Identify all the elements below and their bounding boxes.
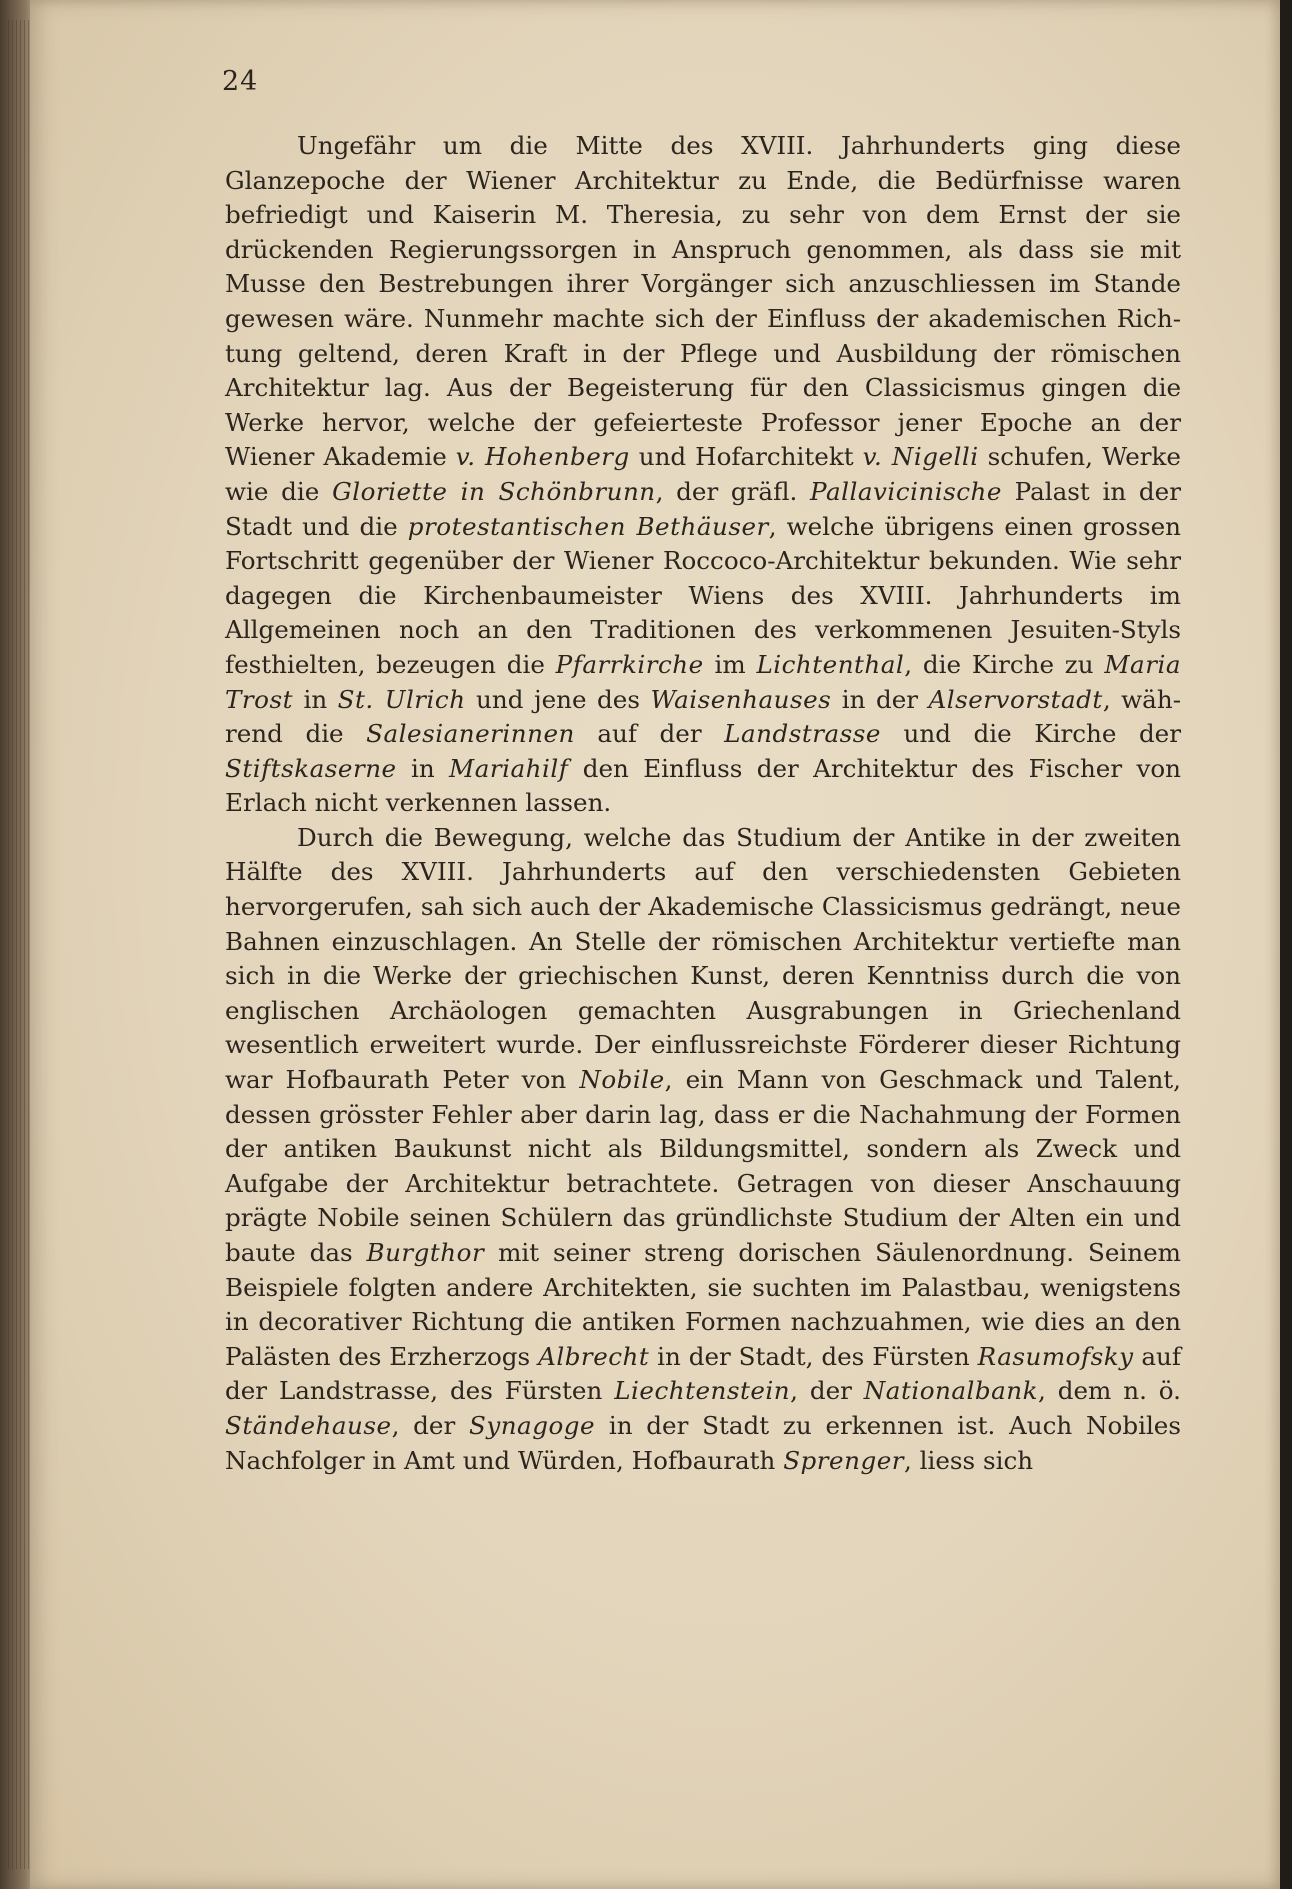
text-run: auf der Landstrasse, des Fürsten <box>225 1341 1181 1406</box>
text-run: in der Stadt, des Fürsten <box>649 1341 978 1371</box>
text-run: auf der <box>574 719 725 749</box>
text-run: Ungefähr um die Mitte des XVIII. Jahrhunderts ging diese Glanzepoche der Wiener Architektur zu Ende, die Bedürfnisse waren befriedigt und Kaiserin M. Theresia, zu sehr von dem Ernst der sie drückenden Regierungssorgen in Anspruch genommen, als dass sie mit Musse den Bestrebungen ihrer Vorgänger sich anzuschliessen im Stande gewesen wäre. Nunmehr machte sich der Einfluss der akademischen Richtung geltend, deren Kraft in der Pflege und Ausbildung der römischen Architektur lag. Aus der Begeisterung für den Classicismus gingen die Werke hervor, welche der gefeierteste Professor jener Epoche an der Wiener Akademie <box>225 131 1181 472</box>
text-run: Durch die Bewegung, welche das Studium der Antike in der zweiten Hälfte des XVIII. Jahrhunderts auf den verschiedensten Gebieten hervorgerufen, sah sich auch der Akademische Classicismus gedrängt, neue Bahnen einzuschlagen. An Stelle der römischen Architektur vertiefte man sich in die Werke der griechischen Kunst, deren Kenntniss durch die von englischen Archäologen gemachten Ausgrabungen in Griechenland wesentlich erweitert wurde. Der einflussreichste Förderer dieser Richtung war Hofbaurath Peter von <box>225 822 1181 1095</box>
text-run: in der Stadt zu erkennen ist. Auch Nobiles Nachfolger in Amt und Würden, Hofbaurath <box>225 1410 1181 1475</box>
italic-name-run: Waisenhauses <box>650 684 832 714</box>
italic-name-run: Lichtenthal <box>756 649 905 679</box>
text-run: den Einfluss der Architektur des Fischer von Erlach nicht verkennen lassen. <box>225 753 1181 818</box>
text-run: und Hofarchitekt <box>629 442 863 472</box>
text-run: , während die <box>225 684 1181 749</box>
text-run: schufen, Werke wie die <box>225 442 1181 506</box>
text-run: , der <box>790 1376 864 1406</box>
italic-name-run: v. Nigelli <box>862 442 979 472</box>
italic-name-run: Ständehause <box>225 1410 392 1440</box>
italic-name-run: Sprenger <box>783 1445 904 1475</box>
italic-name-run: protestantischen Bethäuser <box>407 511 769 541</box>
text-run: in <box>292 684 338 714</box>
italic-name-run: Nationalbank <box>863 1376 1039 1406</box>
italic-name-run: Stiftskaserne <box>225 753 397 783</box>
text-run: im <box>703 649 757 679</box>
text-run: Palast in der Stadt und die <box>225 476 1181 541</box>
text-run: , der gräfl. <box>655 476 811 506</box>
paragraph <box>225 129 1181 821</box>
text-run: in <box>396 753 450 783</box>
italic-name-run: Alservorstadt <box>928 684 1103 714</box>
text-run: und die Kirche der <box>880 719 1181 749</box>
text-run: und jene des <box>465 684 651 714</box>
text-run: , liess sich <box>904 1445 1034 1475</box>
paragraph <box>225 821 1181 1478</box>
italic-name-run: v. Hohenberg <box>455 442 630 472</box>
italic-name-run: Nobile <box>579 1065 665 1095</box>
italic-name-run: Burgthor <box>366 1238 485 1267</box>
page-number: 24 <box>222 66 259 97</box>
italic-name-run: Pfarrkirche <box>555 649 704 679</box>
body-text <box>225 129 1181 1478</box>
italic-name-run: Gloriette in Schönbrunn <box>332 476 656 506</box>
text-run: , der <box>391 1410 469 1440</box>
text-run: , dem n. ö. <box>1038 1376 1181 1406</box>
italic-name-run: Landstrasse <box>724 719 881 749</box>
italic-name-run: Pallavicinische <box>810 476 1002 506</box>
text-run: , die Kirche zu <box>904 649 1105 679</box>
text-run: mit seiner streng dorischen Säulenordnung. Seinem Beispiele folgten andere Architekten, sie suchten im Palastbau, wenigstens in decorativer Richtung die antiken Formen nachzuahmen, wie dies an den Palästen des Erzherzogs <box>225 1238 1181 1371</box>
italic-name-run: Synagoge <box>468 1410 596 1440</box>
text-run: in der <box>831 684 929 714</box>
italic-name-run: Liechtenstein <box>614 1376 791 1406</box>
italic-name-run: Maria Trost <box>225 649 1181 714</box>
italic-name-run: St. Ulrich <box>337 684 466 714</box>
italic-name-run: Rasumofsky <box>977 1341 1134 1371</box>
right-shadow-edge <box>1280 0 1292 1889</box>
italic-name-run: Albrecht <box>538 1341 650 1371</box>
italic-name-run: Salesianerinnen <box>366 719 575 749</box>
text-run: , ein Mann von Geschmack und Talent, dessen grösster Fehler aber darin lag, dass er die Nachahmung der Formen der antiken Baukunst nicht als Bildungsmittel, sondern als Zweck und Aufgabe der Architektur betrachtete. Getragen von dieser Anschauung prägte Nobile seinen Schülern das gründlichste Studium der Alten ein und baute das <box>225 1065 1181 1267</box>
italic-name-run: Mariahilf <box>449 753 569 783</box>
text-run: , welche übrigens einen grossen Fortschritt gegenüber der Wiener Roccoco-Architektur bekunden. Wie sehr dagegen die Kirchenbaumeister Wiens des XVIII. Jahrhunderts im Allgemeinen noch an den Traditionen des verkommenen Jesuiten-Styls festhielten, bezeugen die <box>225 511 1181 679</box>
